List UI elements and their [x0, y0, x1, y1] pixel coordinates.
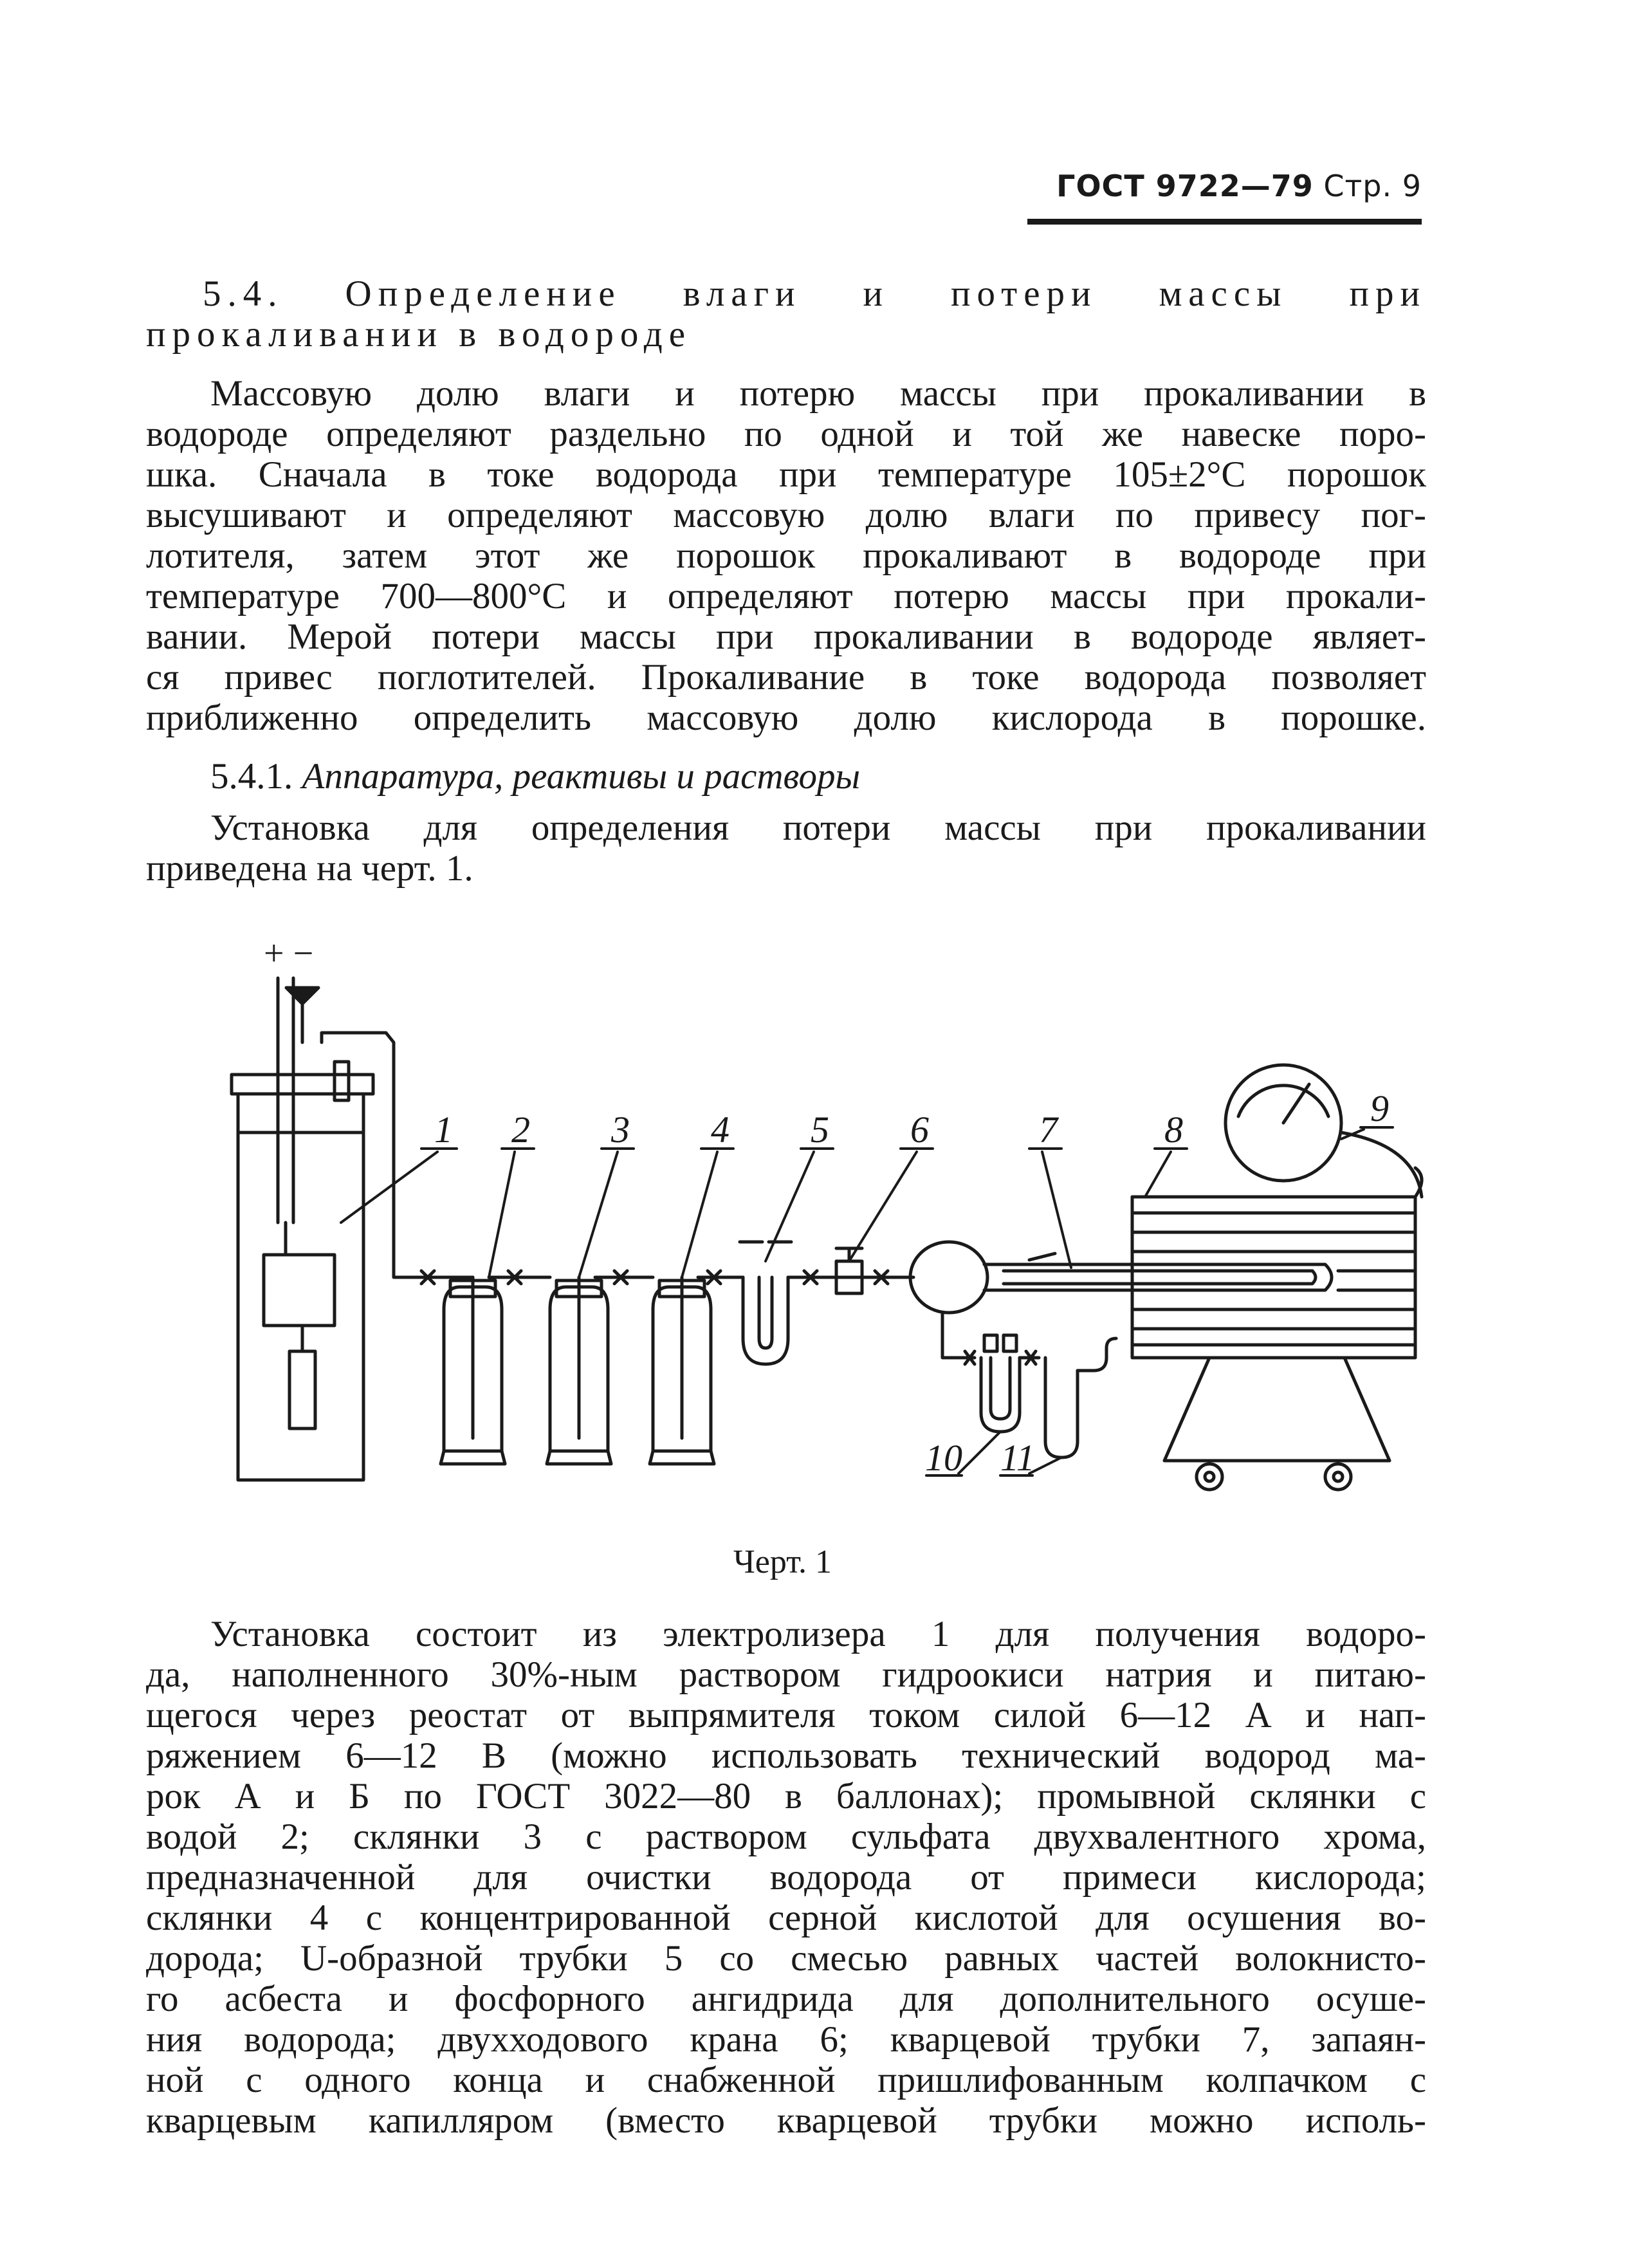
paragraph-3-line: го асбеста и фосфорного ангидрида для дополнительного осуше- [146, 1979, 1426, 2019]
absorber-u-tube [959, 1335, 1020, 1432]
paragraph-3-line: щегося через реостат от выпрямителя током силой 6—12 А и нап- [146, 1695, 1426, 1735]
quartz-tube [910, 1242, 1332, 1358]
paragraph-3-line: да, наполненного 30%-ным раствором гидроокиси натрия и питаю- [146, 1654, 1426, 1695]
paragraph-1-line: лотителя, затем этот же порошок прокаливают в водороде при [146, 535, 1426, 576]
sulfuric-acid-flask [650, 1277, 714, 1464]
callout-label: 9 [1370, 1087, 1389, 1129]
paragraph-3-line: ния водорода; двухходового крана 6; кварцевой трубки 7, запаян- [146, 2019, 1426, 2060]
paragraph-3-line: ной с одного конца и снабженной пришлифованным колпачком с [146, 2060, 1426, 2100]
paragraph-3-line: кварцевым капилляром (вместо кварцевой трубки можно исполь- [146, 2100, 1426, 2141]
paragraph-1-line: высушивают и определяют массовую долю влаги по привесу пог- [146, 495, 1426, 535]
subsection-title: Аппаратура, реактивы и растворы [302, 756, 861, 797]
paragraph-1-line: водороде определяют раздельно по одной и той же навеске поро- [146, 414, 1426, 454]
chromium-sulfate-flask [547, 1277, 611, 1464]
callout-label: 11 [1000, 1437, 1035, 1479]
callout-label: 8 [1164, 1109, 1183, 1151]
tube-furnace [1132, 1168, 1422, 1490]
section-title-line-1: 5.4. Определение влаги и потери массы при [203, 273, 1426, 314]
callout-label: 10 [925, 1437, 962, 1479]
paragraph-3-line: предназначенной для очистки водорода от примеси кислорода; [146, 1857, 1426, 1898]
paragraph-1-line: температуре 700—800°С и определяют потерю массы при прокали- [146, 576, 1426, 616]
callout-label: 4 [711, 1109, 730, 1151]
paragraph-1-line: шка. Сначала в токе водорода при температуре 105±2°С порошок [146, 454, 1426, 495]
paragraph-1-line: Массовую долю влаги и потерю массы при прокаливании в [210, 373, 1426, 414]
paragraph-3-line: водой 2; склянки 3 с раствором сульфата двухвалентного хрома, [146, 1817, 1426, 1857]
two-way-stopcock [836, 1248, 862, 1293]
figure-caption: Черт. 1 [733, 1544, 832, 1580]
thermometer-gauge [1225, 1065, 1422, 1197]
page-number: Стр. 9 [1323, 169, 1422, 203]
callout-label: 7 [1039, 1109, 1058, 1151]
callout-label: 1 [434, 1109, 453, 1151]
callout-label: 3 [611, 1109, 630, 1151]
callout-label: 5 [811, 1109, 829, 1151]
paragraph-3 [146, 1614, 1426, 2141]
subsection-number: 5.4.1. [210, 756, 293, 797]
paragraph-2-line: приведена на черт. 1. [146, 848, 473, 889]
callout-label: 6 [910, 1109, 929, 1151]
wash-flask [441, 1277, 505, 1464]
paragraph-1-line: ся привес поглотителей. Прокаливание в токе водорода позволяет [146, 657, 1426, 698]
callout-label: 2 [511, 1109, 530, 1151]
paragraph-3-line: склянки 4 с концентрированной серной кислотой для осушения во- [146, 1898, 1426, 1938]
paragraph-3-line: дорода; U-образной трубки 5 со смесью равных частей волокнисто- [146, 1938, 1426, 1979]
leader-lines [341, 1127, 1393, 1475]
paragraph-3-line: Установка состоит из электролизера 1 для получения водоро- [210, 1614, 1426, 1654]
paragraph-2-line: Установка для определения потери массы при прокаливании [210, 808, 1426, 848]
paragraph-3-line: ряжением 6—12 В (можно использовать технический водород ма- [146, 1735, 1426, 1776]
paragraph-3-line: рок А и Б по ГОСТ 3022—80 в баллонах); промывной склянки с [146, 1776, 1426, 1817]
paragraph-1-line: приближенно определить массовую долю кислорода в порошке. [146, 698, 1426, 738]
paragraph-1-line: вании. Мерой потери массы при прокаливании в водороде являет- [146, 616, 1426, 657]
electrolyzer [232, 978, 412, 1480]
standard-number: ГОСТ 9722—79 [1056, 169, 1314, 203]
polarity-label: + − [264, 934, 314, 974]
section-title-line-2: прокаливании в водороде [146, 314, 692, 355]
